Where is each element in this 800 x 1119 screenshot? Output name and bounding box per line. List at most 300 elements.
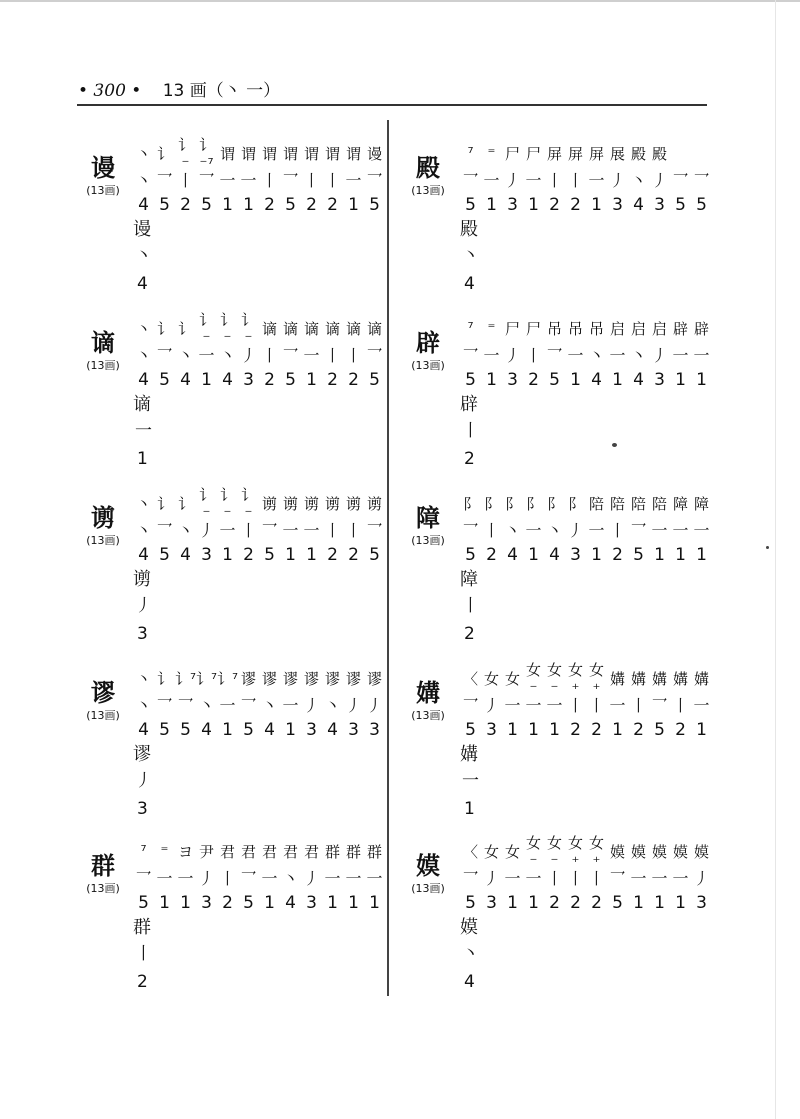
progress-glyph: 讠⁻ (198, 485, 214, 523)
stroke-order-number: 2 (327, 545, 338, 565)
progress-glyph: 讠⁻ (219, 310, 235, 348)
progress-glyph: 讠⁻ (177, 135, 193, 173)
stroke-glyph: 一 (219, 695, 236, 715)
progress-glyph: 吊 (567, 319, 583, 338)
stroke-glyph: 乛 (366, 170, 383, 190)
stroke-glyph: 丶 (630, 345, 647, 365)
stroke-glyph: 丿 (198, 520, 215, 540)
section-title: 13 画（丶 一） (162, 81, 281, 101)
stroke-glyph: 乛 (609, 868, 626, 888)
stroke-glyph: 乛 (156, 345, 173, 365)
progress-row (133, 310, 385, 348)
progress-glyph: 谫 (324, 494, 340, 513)
stroke-order-number: 5 (675, 195, 686, 215)
stroke-order-number: 3 (654, 195, 665, 215)
stroke-order-number: 1 (159, 893, 170, 913)
progress-glyph: ⁷ (467, 144, 474, 162)
stroke-glyph: 一 (588, 170, 605, 190)
stroke-order-number: 1 (201, 370, 212, 390)
stroke-order-number: 3 (654, 370, 665, 390)
stroke-order-number: 5 (369, 370, 380, 390)
stroke-glyph: 丨 (588, 695, 605, 715)
stroke-glyph: 丿 (483, 868, 500, 888)
headword-char: 殿 (416, 154, 440, 182)
progress-glyph: 君 (303, 842, 319, 861)
progress-glyph: 殿 (651, 144, 667, 163)
progress-glyph: 吊 (588, 319, 604, 338)
stroke-order-number: 1 (264, 893, 275, 913)
stroke-glyph: 丨 (546, 170, 563, 190)
progress-glyph: 群 (345, 842, 361, 861)
progress-glyph: 讠⁷ (217, 669, 239, 688)
stroke-order-number: 3 (201, 545, 212, 565)
stroke-count-label: (13画) (411, 184, 445, 197)
progress-glyph: 讠⁻ (240, 310, 256, 348)
stroke-glyph: 乛 (156, 695, 173, 715)
final-stroke-glyph: 丨 (462, 421, 479, 441)
progress-glyph: 阝 (462, 494, 478, 513)
progress-glyph: 谬 (303, 669, 319, 688)
progress-glyph: 谬 (345, 669, 361, 688)
progress-glyph: 谪 (282, 319, 298, 338)
progress-row (460, 315, 712, 341)
page-number: • 300 • (78, 81, 142, 101)
final-stroke-glyph: 丿 (135, 596, 152, 616)
progress-glyph: 嫫 (651, 842, 667, 861)
stroke-count-label: (13画) (411, 709, 445, 722)
order-row (133, 890, 385, 916)
progress-glyph: 女 (504, 669, 520, 688)
stroke-order-number: 4 (180, 370, 191, 390)
progress-glyph: 辟 (672, 319, 688, 338)
stroke-glyph: 乛 (462, 170, 479, 190)
stroke-glyph: 一 (261, 868, 278, 888)
stroke-order-number: 4 (507, 545, 518, 565)
stroke-order-number: 3 (612, 195, 623, 215)
progress-glyph: 嫫 (609, 842, 625, 861)
stroke-glyph: 丨 (345, 520, 362, 540)
stroke-order-number: 5 (159, 370, 170, 390)
stroke-order-number: 5 (159, 720, 170, 740)
stroke-order-number: 3 (306, 893, 317, 913)
progress-glyph: 谪 (366, 319, 382, 338)
stroke-order-number: 5 (369, 195, 380, 215)
stroke-order-number: 1 (180, 893, 191, 913)
stroke-order-number: 1 (612, 720, 623, 740)
progress-row (460, 140, 670, 166)
stroke-order-number: 4 (180, 545, 191, 565)
stroke-glyph: 丿 (504, 345, 521, 365)
stroke-order-number: 1 (675, 545, 686, 565)
stroke-glyph: 乛 (651, 695, 668, 715)
stroke-glyph: 丨 (609, 520, 626, 540)
progress-glyph: 尸 (525, 144, 541, 163)
progress-glyph: 女⁻ (525, 833, 541, 871)
stroke-glyph: 丨 (567, 868, 584, 888)
stroke-glyph: 丨 (324, 520, 341, 540)
progress-glyph: 吊 (546, 319, 562, 338)
stroke-glyph: 一 (588, 520, 605, 540)
stroke-glyph: 一 (504, 868, 521, 888)
strokes-row (460, 691, 712, 717)
stroke-order-number: 1 (306, 370, 317, 390)
stroke-glyph: 丨 (672, 695, 689, 715)
stroke-glyph: 乛 (177, 695, 194, 715)
stroke-count-label: (13画) (411, 534, 445, 547)
progress-glyph: ⁼ (487, 319, 496, 337)
stroke-order-number: 1 (591, 545, 602, 565)
stroke-order-number: 1 (222, 195, 233, 215)
final-stroke-order: 2 (464, 624, 475, 644)
progress-glyph: ⁷ (467, 319, 474, 337)
stroke-glyph: 一 (282, 520, 299, 540)
progress-glyph: 谪 (345, 319, 361, 338)
stroke-glyph: 丶 (198, 695, 215, 715)
stroke-glyph: 乛 (693, 170, 710, 190)
headword-char: 辟 (416, 329, 440, 357)
stroke-order-number: 2 (486, 545, 497, 565)
stroke-order-number: 5 (264, 545, 275, 565)
stroke-glyph: 一 (324, 868, 341, 888)
stroke-glyph: 乛 (261, 520, 278, 540)
stroke-glyph: 一 (282, 695, 299, 715)
stroke-glyph: 一 (672, 345, 689, 365)
stroke-glyph: 乛 (462, 345, 479, 365)
stroke-count-label: (13画) (86, 184, 120, 197)
stroke-order-number: 2 (180, 195, 191, 215)
stroke-order-number: 5 (285, 370, 296, 390)
progress-glyph: 女⁻ (525, 660, 541, 698)
column-divider (387, 120, 389, 996)
stroke-glyph: 丨 (261, 345, 278, 365)
strokes-row (460, 516, 712, 542)
stroke-glyph: 丿 (303, 695, 320, 715)
stroke-glyph: 丶 (588, 345, 605, 365)
stroke-glyph: 乛 (546, 345, 563, 365)
headword-char: 群 (91, 852, 115, 880)
stroke-order-number: 5 (180, 720, 191, 740)
top-border (0, 0, 800, 2)
stroke-order-number: 2 (675, 720, 686, 740)
stroke-glyph: 乛 (462, 695, 479, 715)
progress-glyph: 嫫 (693, 842, 709, 861)
progress-glyph: 嫫 (672, 842, 688, 861)
stroke-order-number: 5 (654, 720, 665, 740)
stroke-order-number: 2 (528, 370, 539, 390)
stroke-glyph: 一 (609, 695, 626, 715)
stroke-order-number: 4 (138, 370, 149, 390)
strokes-row (133, 864, 385, 890)
stroke-glyph: 丿 (504, 170, 521, 190)
order-row (460, 542, 712, 568)
order-row (133, 192, 385, 218)
stroke-glyph: 乛 (156, 520, 173, 540)
stroke-order-number: 1 (528, 720, 539, 740)
final-stroke-order: 1 (464, 799, 475, 819)
progress-glyph: 丶 (135, 144, 151, 163)
stroke-glyph: 乛 (672, 170, 689, 190)
progress-row (133, 838, 385, 864)
progress-glyph: 女⁺ (567, 660, 583, 698)
stroke-order-number: 3 (369, 720, 380, 740)
final-stroke-glyph: 丶 (462, 944, 479, 964)
stroke-order-number: 1 (507, 720, 518, 740)
stroke-glyph: 丶 (135, 170, 152, 190)
stroke-count-label: (13画) (86, 709, 120, 722)
progress-glyph: 讠 (156, 669, 172, 688)
headword-char: 障 (416, 504, 440, 532)
order-row (133, 717, 385, 743)
stroke-glyph: 一 (345, 170, 362, 190)
final-step-char: 群 (133, 917, 151, 938)
stroke-glyph: 乛 (282, 170, 299, 190)
stroke-glyph: 丨 (303, 170, 320, 190)
progress-glyph: 阝 (567, 494, 583, 513)
progress-glyph: 阝 (504, 494, 520, 513)
stroke-order-number: 2 (306, 195, 317, 215)
final-stroke-order: 2 (137, 972, 148, 992)
progress-glyph: 女⁻ (546, 660, 562, 698)
stroke-glyph: 乛 (462, 868, 479, 888)
progress-glyph: 讠 (177, 319, 193, 338)
order-row (460, 890, 712, 916)
stroke-glyph: 丿 (240, 345, 257, 365)
stroke-glyph: 一 (303, 345, 320, 365)
progress-glyph: 讠⁻ (219, 485, 235, 523)
stroke-order-number: 4 (633, 195, 644, 215)
stroke-order-number: 1 (243, 195, 254, 215)
stroke-order-number: 3 (570, 545, 581, 565)
progress-glyph: 谫 (282, 494, 298, 513)
progress-glyph: 屏 (588, 144, 604, 163)
stroke-glyph: 丿 (651, 170, 668, 190)
progress-row (133, 485, 385, 523)
progress-glyph: 谫 (303, 494, 319, 513)
stroke-glyph: 丨 (324, 345, 341, 365)
stroke-glyph: 一 (504, 695, 521, 715)
stroke-glyph: 乛 (240, 695, 257, 715)
progress-glyph: 谩 (366, 144, 382, 163)
progress-glyph: 媾 (651, 669, 667, 688)
progress-glyph: 媾 (693, 669, 709, 688)
progress-glyph: 讠⁻⁷ (198, 135, 214, 173)
progress-glyph: 媾 (630, 669, 646, 688)
progress-glyph: 讠 (156, 319, 172, 338)
stroke-order-number: 5 (465, 720, 476, 740)
progress-glyph: 谫 (345, 494, 361, 513)
progress-glyph: 谫 (366, 494, 382, 513)
progress-glyph: 讠⁷ (175, 669, 197, 688)
stroke-glyph: 丨 (525, 345, 542, 365)
stroke-glyph: 丶 (546, 520, 563, 540)
stroke-order-number: 1 (528, 893, 539, 913)
progress-row (460, 833, 712, 871)
strokes-row (133, 691, 385, 717)
stroke-glyph: 丶 (324, 695, 341, 715)
stroke-order-number: 1 (654, 893, 665, 913)
stroke-order-number: 5 (696, 195, 707, 215)
progress-glyph: 丶 (135, 494, 151, 513)
progress-glyph: 群 (324, 842, 340, 861)
stroke-glyph: 丶 (177, 345, 194, 365)
stroke-glyph: 丨 (324, 170, 341, 190)
stroke-glyph: 丨 (588, 868, 605, 888)
stroke-glyph: 一 (651, 868, 668, 888)
final-stroke-glyph: 丶 (135, 246, 152, 266)
order-row (133, 542, 385, 568)
stroke-order-number: 5 (465, 545, 476, 565)
progress-glyph: ⁼ (487, 144, 496, 162)
progress-glyph: 殿 (630, 144, 646, 163)
stroke-glyph: 丶 (135, 345, 152, 365)
progress-glyph: 尸 (504, 319, 520, 338)
final-step-char: 谪 (133, 394, 151, 415)
stroke-order-number: 5 (549, 370, 560, 390)
scan-speck (766, 546, 769, 549)
final-step-char: 嫫 (460, 917, 478, 938)
progress-glyph: 谬 (366, 669, 382, 688)
stroke-order-number: 2 (348, 545, 359, 565)
stroke-order-number: 1 (486, 370, 497, 390)
headword-char: 嫫 (416, 852, 440, 880)
progress-glyph: 媾 (609, 669, 625, 688)
progress-glyph: 谓 (324, 144, 340, 163)
stroke-glyph: 一 (219, 170, 236, 190)
progress-glyph: 谫 (261, 494, 277, 513)
stroke-order-number: 1 (528, 545, 539, 565)
final-step-char: 障 (460, 569, 478, 590)
stroke-glyph: 丶 (630, 170, 647, 190)
progress-glyph: 谪 (261, 319, 277, 338)
stroke-order-number: 2 (327, 370, 338, 390)
stroke-glyph: 一 (483, 345, 500, 365)
progress-glyph: 讠 (156, 494, 172, 513)
progress-glyph: 陪 (609, 494, 625, 513)
stroke-glyph: 乛 (366, 345, 383, 365)
stroke-order-number: 1 (306, 545, 317, 565)
stroke-order-number: 1 (696, 545, 707, 565)
stroke-order-number: 4 (633, 370, 644, 390)
stroke-order-number: 5 (612, 893, 623, 913)
stroke-glyph: 一 (546, 695, 563, 715)
final-step-char: 谬 (133, 744, 151, 765)
stroke-glyph: 一 (651, 520, 668, 540)
stroke-order-number: 5 (285, 195, 296, 215)
progress-glyph: 障 (672, 494, 688, 513)
stroke-order-number: 2 (243, 545, 254, 565)
stroke-glyph: 一 (240, 170, 257, 190)
progress-glyph: 女 (483, 842, 499, 861)
stroke-order-number: 1 (675, 893, 686, 913)
stroke-order-number: 1 (222, 720, 233, 740)
progress-glyph: 谓 (240, 144, 256, 163)
headword-char: 谪 (91, 329, 115, 357)
stroke-order-number: 4 (138, 545, 149, 565)
stroke-order-number: 1 (222, 545, 233, 565)
stroke-glyph: 乛 (198, 170, 215, 190)
strokes-row (460, 341, 712, 367)
progress-glyph: 女 (483, 669, 499, 688)
stroke-glyph: 丿 (567, 520, 584, 540)
stroke-glyph: 一 (693, 520, 710, 540)
final-stroke-order: 4 (464, 972, 475, 992)
progress-glyph: 谬 (261, 669, 277, 688)
stroke-glyph: 丶 (504, 520, 521, 540)
progress-glyph: 尸 (504, 144, 520, 163)
stroke-glyph: 一 (630, 868, 647, 888)
stroke-order-number: 3 (348, 720, 359, 740)
stroke-order-number: 5 (243, 720, 254, 740)
stroke-glyph: 丶 (177, 520, 194, 540)
stroke-order-number: 3 (486, 893, 497, 913)
stroke-glyph: 一 (345, 868, 362, 888)
progress-glyph: 谓 (261, 144, 277, 163)
stroke-glyph: 乛 (462, 520, 479, 540)
stroke-glyph: 一 (525, 520, 542, 540)
final-stroke-glyph: 丨 (135, 944, 152, 964)
stroke-glyph: 乛 (366, 520, 383, 540)
stroke-glyph: 丿 (303, 868, 320, 888)
progress-glyph: 阝 (483, 494, 499, 513)
progress-row (460, 490, 712, 516)
progress-glyph: 陪 (651, 494, 667, 513)
stroke-order-number: 4 (138, 720, 149, 740)
headword-char: 谩 (91, 154, 115, 182)
stroke-order-number: 1 (549, 720, 560, 740)
stroke-order-number: 2 (348, 370, 359, 390)
progress-glyph: 阝 (525, 494, 541, 513)
stroke-order-number: 5 (465, 195, 476, 215)
progress-glyph: 陪 (630, 494, 646, 513)
stroke-order-number: 1 (348, 195, 359, 215)
stroke-glyph: 一 (156, 868, 173, 888)
stroke-order-number: 2 (612, 545, 623, 565)
page-edge (775, 0, 776, 1119)
stroke-count-label: (13画) (86, 359, 120, 372)
progress-glyph: 谓 (303, 144, 319, 163)
progress-glyph: 女⁺ (588, 660, 604, 698)
stroke-order-number: 2 (570, 195, 581, 215)
stroke-glyph: 丨 (546, 868, 563, 888)
strokes-row (460, 166, 712, 192)
stroke-order-number: 1 (285, 545, 296, 565)
progress-glyph: 群 (366, 842, 382, 861)
stroke-glyph: 丨 (240, 520, 257, 540)
stroke-glyph: 丶 (135, 695, 152, 715)
page-header (78, 76, 280, 101)
stroke-glyph: 丨 (345, 345, 362, 365)
stroke-order-number: 1 (369, 893, 380, 913)
stroke-glyph: 丨 (567, 695, 584, 715)
progress-glyph: 君 (219, 842, 235, 861)
final-step-char: 殿 (460, 219, 478, 240)
progress-glyph: 君 (282, 842, 298, 861)
stroke-glyph: 一 (525, 170, 542, 190)
progress-glyph: 谬 (324, 669, 340, 688)
stroke-glyph: 一 (525, 868, 542, 888)
stroke-glyph: 乛 (156, 170, 173, 190)
final-stroke-order: 3 (137, 624, 148, 644)
progress-glyph: 讠⁻ (198, 310, 214, 348)
stroke-order-number: 5 (159, 195, 170, 215)
stroke-order-number: 4 (201, 720, 212, 740)
stroke-order-number: 5 (138, 893, 149, 913)
final-stroke-order: 3 (137, 799, 148, 819)
stroke-order-number: 2 (549, 195, 560, 215)
progress-glyph: 讠⁷ (196, 669, 218, 688)
progress-glyph: 屏 (546, 144, 562, 163)
progress-glyph: ⁷ (140, 842, 147, 860)
